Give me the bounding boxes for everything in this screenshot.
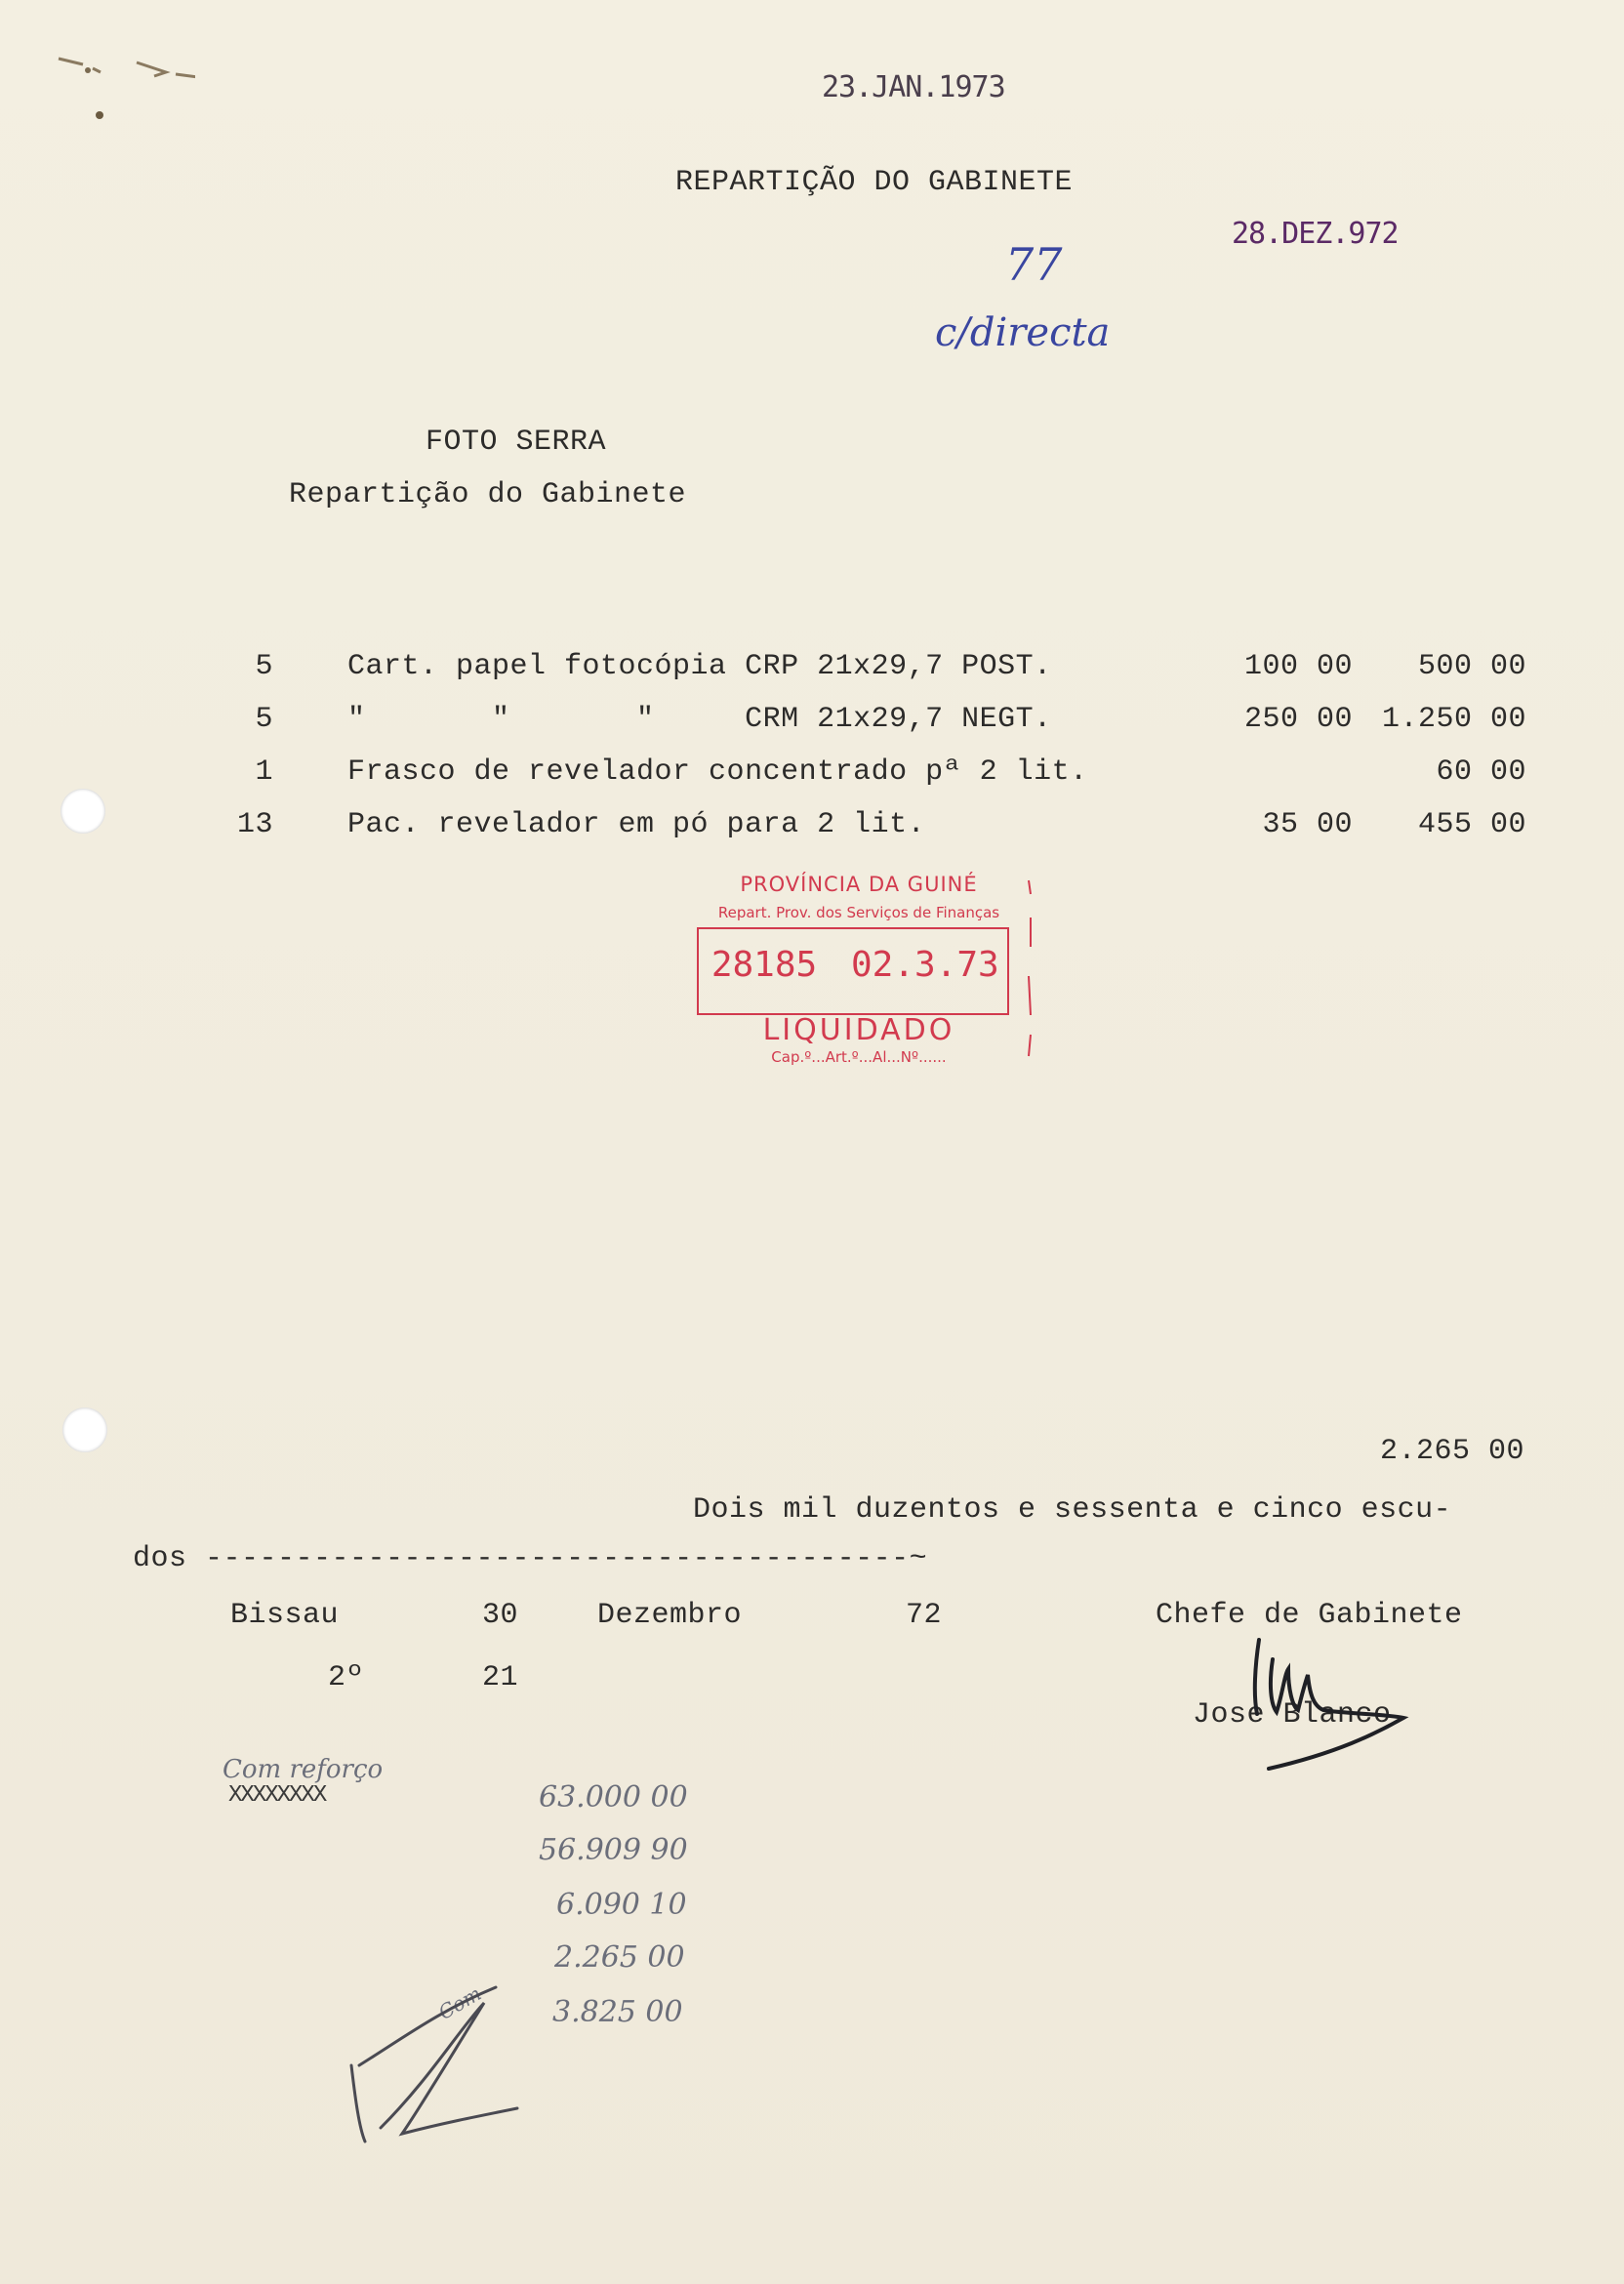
supplier-department: Repartição do Gabinete [289,478,687,511]
pencil-figure: 3.825 00 [552,1995,683,2029]
received-date-stamp: 23.JAN.1973 [822,70,1005,104]
sub-reference-b: 21 [482,1661,519,1694]
header-date-stamp: 28.DEZ.972 [1232,217,1399,251]
handwritten-number: 77 [1005,238,1063,291]
stamp-department: Repart. Prov. dos Serviços de Finanças [717,904,1000,921]
sub-reference-a: 2º [328,1661,365,1694]
pencil-figure: 63.000 00 [539,1780,688,1815]
punch-hole-bottom [62,1407,107,1452]
item-total: 455 00 [1417,808,1526,841]
pencil-figure: 6.090 10 [556,1888,687,1922]
day: 30 [482,1599,519,1632]
item-qty: 5 [255,650,273,683]
stamp-footer: Cap.º...Art.º...Al...Nº...... [771,1048,947,1066]
signatory-name: Jose Blanco [1193,1698,1392,1732]
staple-marks [49,49,195,137]
signature-role: Chefe de Gabinete [1156,1599,1463,1632]
crossed-out-text: XXXXXXXX [228,1782,326,1809]
item-qty: 5 [255,703,273,736]
grand-total: 2.265 00 [1379,1435,1524,1468]
pencil-figure: 2.265 00 [554,1940,685,1975]
item-description: Frasco de revelador concentrado pª 2 lit. [347,755,1088,789]
item-total: 1.250 00 [1381,703,1526,736]
amount-in-words-continued: dos ---------------------------------------~ [133,1542,928,1575]
item-unit-price: 250 00 [1243,703,1353,736]
item-qty: 1 [255,755,273,789]
stamp-number: 28185 [710,945,818,985]
item-total: 60 00 [1436,755,1526,789]
stamp-status: LIQUIDADO [762,1013,955,1047]
item-unit-price: 100 00 [1243,650,1353,683]
month: Dezembro [597,1599,743,1632]
punch-hole-top [61,789,105,834]
header-title: REPARTIÇÃO DO GABINETE [675,166,1074,199]
stamp-border-marks [1023,878,1038,1064]
stamp-province: PROVÍNCIA DA GUINÉ [740,873,978,896]
item-description: " " " CRM 21x29,7 NEGT. [347,703,1052,736]
pencil-note: Com reforço [223,1755,384,1784]
supplier-name: FOTO SERRA [426,426,607,459]
handwritten-note: c/directa [935,310,1111,355]
amount-in-words: Dois mil duzentos e sessenta e cinco escu- [693,1493,1452,1527]
pencil-bottom-note: Com [434,1981,486,2024]
item-total: 500 00 [1417,650,1526,683]
stamp-date: 02.3.73 [851,945,999,985]
place: Bissau [230,1599,340,1632]
item-qty: 13 [236,808,273,841]
year: 72 [906,1599,943,1632]
handwritten-signature [1239,1616,1415,1773]
pencil-figure: 56.909 90 [539,1833,688,1867]
pencil-scribble [312,1933,547,2157]
item-description: Pac. revelador em pó para 2 lit. [347,808,926,841]
item-unit-price: 35 00 [1262,808,1353,841]
item-description: Cart. papel fotocópia CRP 21x29,7 POST. [347,650,1052,683]
